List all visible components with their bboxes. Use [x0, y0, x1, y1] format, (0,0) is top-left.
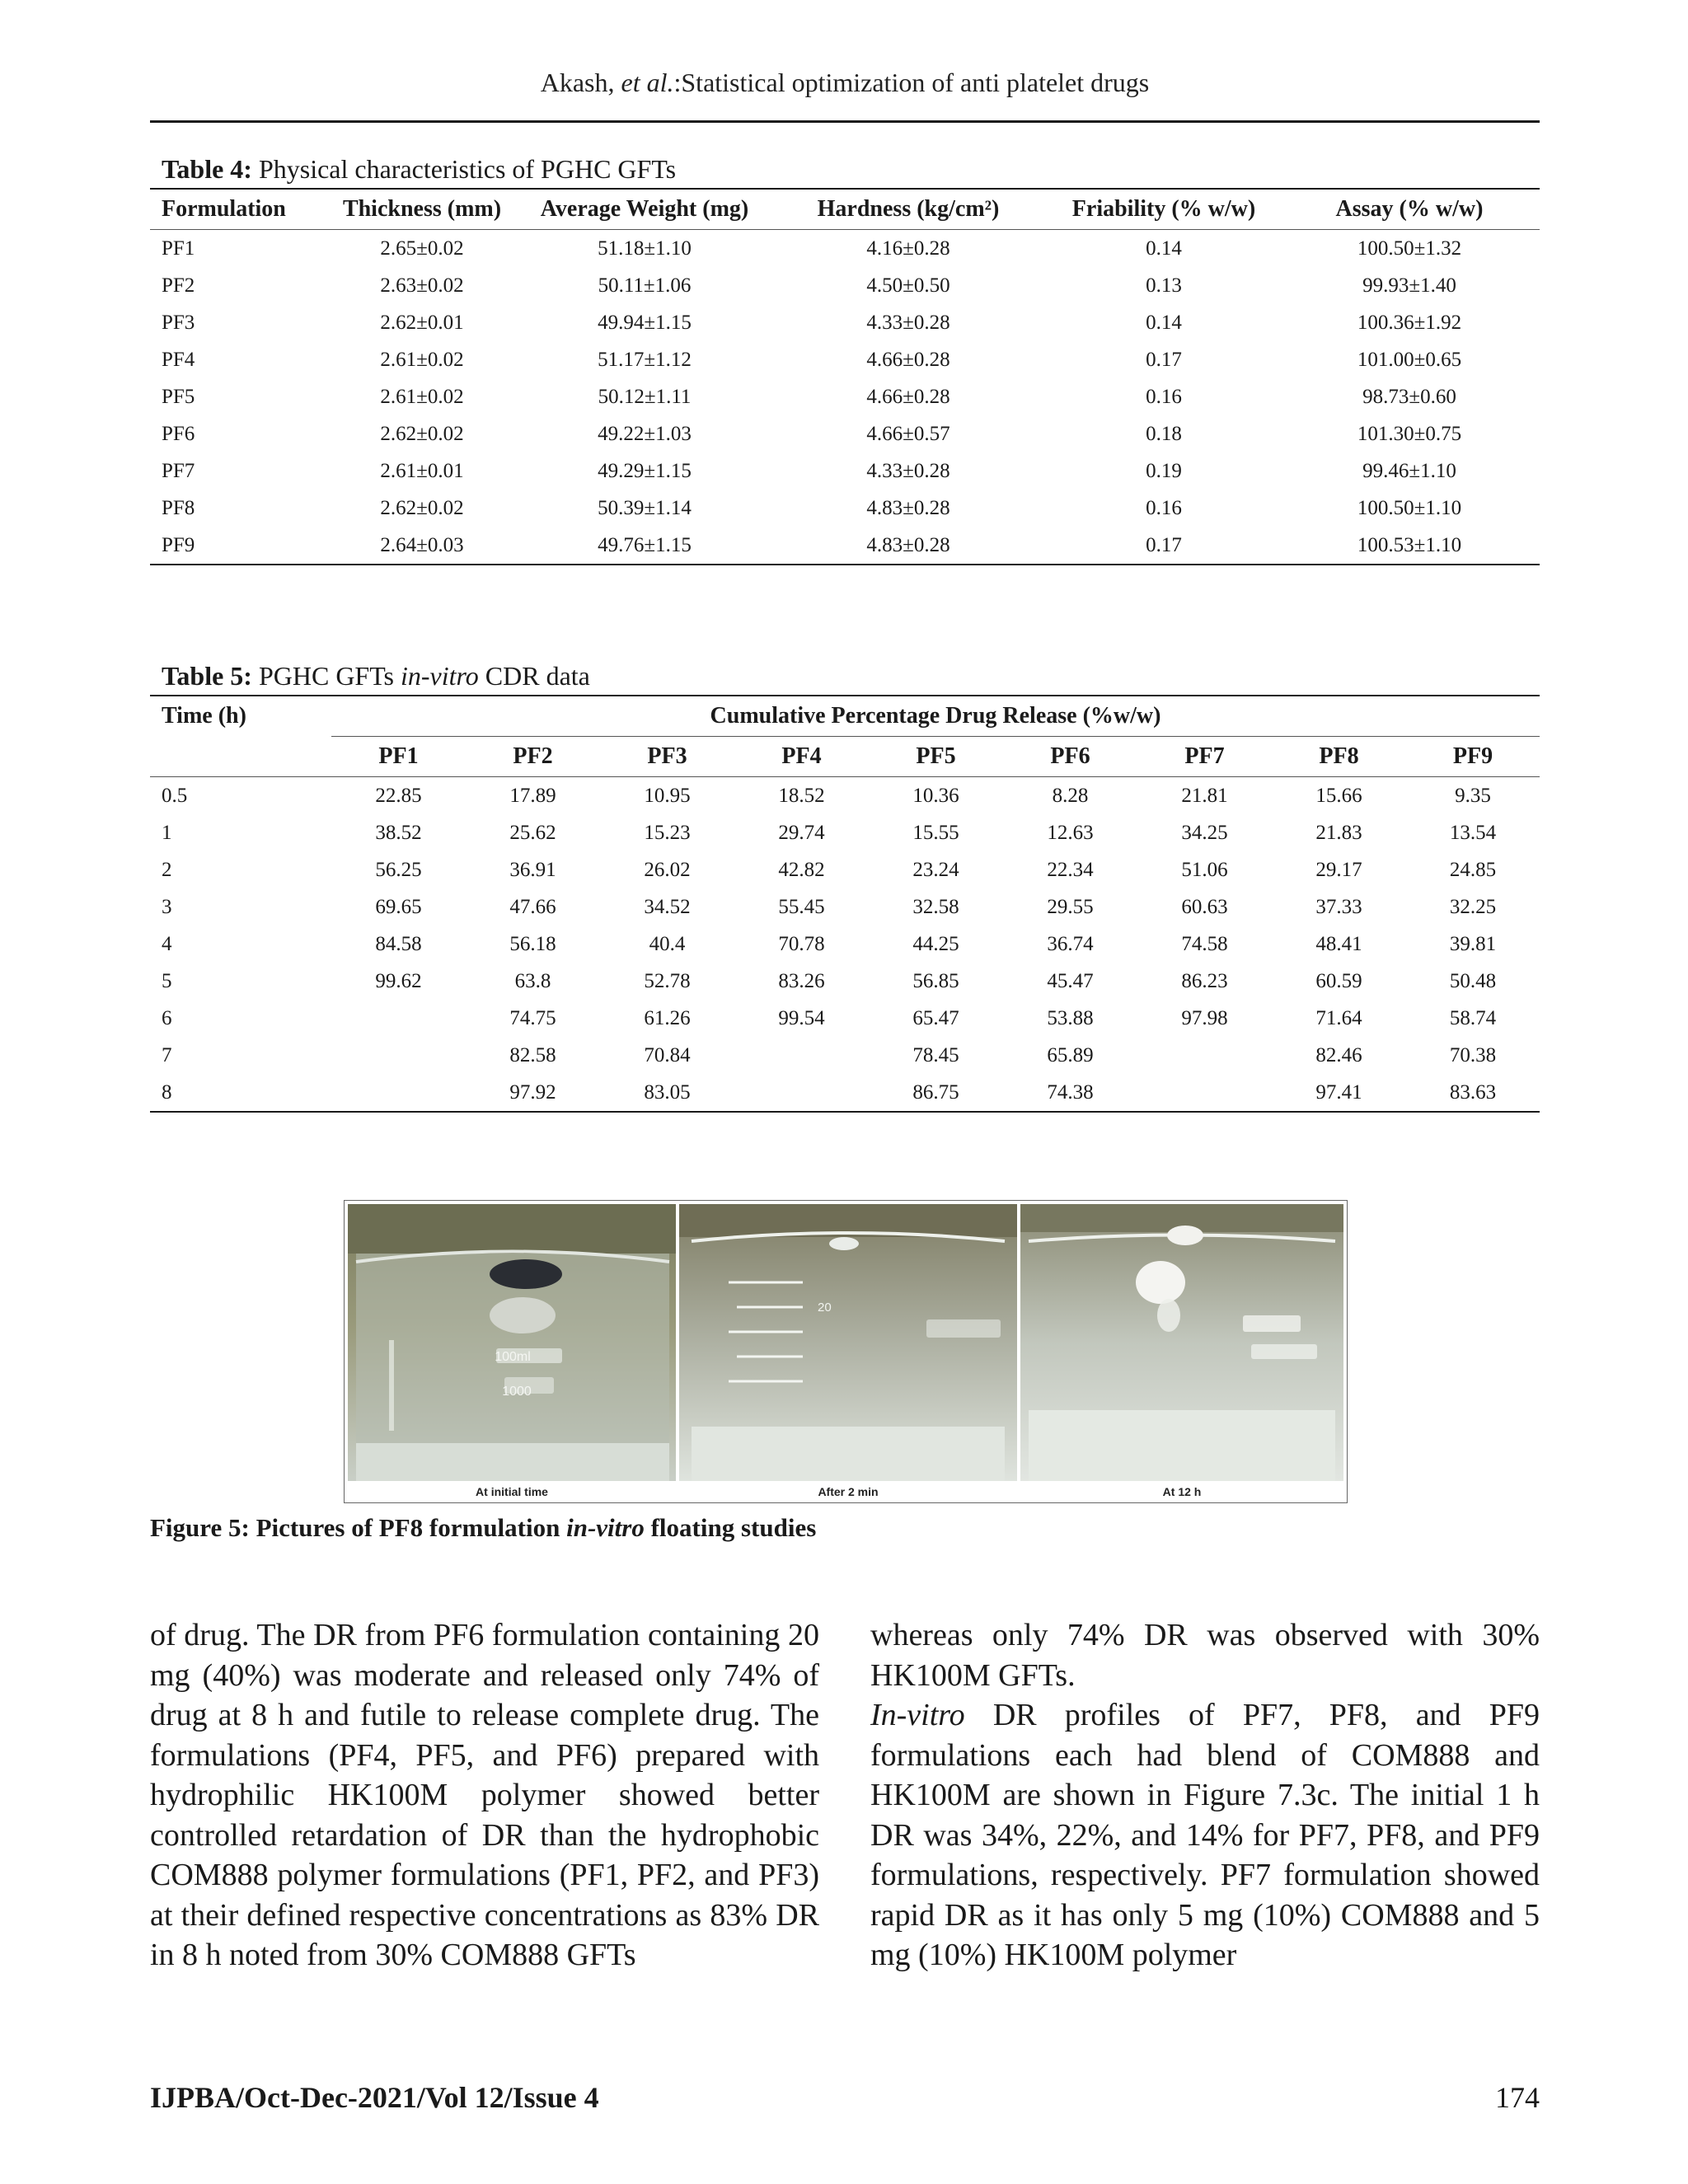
table-5-formulation-header: PF9 [1452, 743, 1493, 769]
table-cell: 86.75 [912, 1080, 959, 1104]
table-cell: 5 [162, 969, 172, 992]
table-cell: 0.17 [1146, 348, 1182, 371]
table-cell: 71.64 [1315, 1006, 1362, 1029]
page-number: 174 [1495, 2081, 1540, 2114]
figure-5-caption-text: Figure 5: Pictures of PF8 formulation [150, 1513, 567, 1542]
table-cell: 83.26 [778, 969, 825, 992]
header-title: :Statistical optimization of anti platelet drugs [673, 68, 1150, 97]
table-cell: 51.17±1.12 [598, 348, 692, 371]
table-cell: 50.12±1.11 [598, 385, 692, 408]
table-cell: 100.50±1.10 [1357, 496, 1462, 519]
table-5-formulation-header: PF4 [781, 743, 822, 769]
table-cell: 0.13 [1146, 274, 1182, 297]
table-cell: 32.25 [1449, 895, 1497, 918]
table-cell: 100.36±1.92 [1357, 311, 1462, 334]
table-cell [734, 1037, 869, 1074]
figure-5 [344, 1200, 1348, 1503]
table-cell: 51.06 [1181, 858, 1228, 881]
table-5-group-header: Cumulative Percentage Drug Release (%w/w) [331, 696, 1540, 737]
table-cell: 2.61±0.02 [380, 348, 464, 371]
table-cell: 4 [162, 932, 172, 955]
figure-5-caption [150, 1513, 816, 1543]
table-cell [331, 1037, 466, 1074]
table-cell: 51.18±1.10 [598, 237, 692, 260]
table-cell: 74.58 [1181, 932, 1228, 955]
table-cell: 6 [162, 1006, 172, 1029]
body-column-left [150, 1615, 819, 1975]
table-5-grid [150, 695, 1540, 1113]
table-cell [1137, 1074, 1272, 1112]
table-cell: 42.82 [778, 858, 825, 881]
table-row [150, 963, 1540, 1000]
body-paragraph: whereas only 74% DR was observed with 30% HK100M GFTs. [870, 1618, 1540, 1693]
table-4-col-header: Assay (% w/w) [1335, 196, 1484, 222]
table-cell: 0.14 [1146, 237, 1182, 260]
table-cell: 29.74 [778, 821, 825, 844]
table-cell: 82.46 [1315, 1043, 1362, 1066]
table-cell: 82.58 [509, 1043, 556, 1066]
table-cell: 39.81 [1449, 932, 1497, 955]
table-cell: 34.52 [644, 895, 691, 918]
table-cell: 4.16±0.28 [866, 237, 950, 260]
beaker-mark-20: 20 [818, 1301, 832, 1315]
table-cell: 2.61±0.01 [380, 459, 464, 482]
table-cell: PF8 [162, 496, 195, 519]
table-cell: 78.45 [912, 1043, 959, 1066]
body-paragraph-text: DR profiles of PF7, PF8, and PF9 formulations each had blend of COM888 and HK100M are shown in Figure 7.3c. The initial 1 h DR was 34%, 22%, and 14% for PF7, PF8, and PF9 formulations, respectively. PF7 formulation showed rapid DR as it has only 5 mg (10%) COM888 and 5 mg (10%) HK100M polymer [870, 1698, 1540, 1972]
table-cell: 99.62 [375, 969, 422, 992]
table-row [150, 378, 1540, 415]
table-cell: 47.66 [509, 895, 556, 918]
table-cell: PF2 [162, 274, 195, 297]
table-cell: 49.29±1.15 [598, 459, 692, 482]
table-cell: 36.74 [1047, 932, 1094, 955]
photo-at-12-h [1020, 1204, 1343, 1481]
table-5-empty-header [150, 737, 331, 777]
header-rule [150, 120, 1540, 123]
table-5-title-italic: in-vitro [400, 661, 479, 691]
body-paragraph: of drug. The DR from PF6 formulation containing 20 mg (40%) was moderate and released only 74% of drug at 8 h and futile to release complete drug. The formulations (PF4, PF5, and PF6) prepared with hydrophilic HK100M polymer showed better controlled retardation of DR than the hydrophobic COM888 polymer formulations (PF1, PF2, and PF3) at their defined respective concentrations as 83% DR in 8 h noted from 30% COM888 GFTs [150, 1618, 819, 1972]
table-cell: PF4 [162, 348, 195, 371]
table-cell: 69.65 [375, 895, 422, 918]
table-4-col-header: Average Weight (mg) [540, 196, 749, 222]
table-cell: 56.85 [912, 969, 959, 992]
table-5-formulation-header: PF8 [1319, 743, 1359, 769]
table-row [150, 1074, 1540, 1112]
table-cell: 29.55 [1047, 895, 1094, 918]
table-cell: 15.23 [644, 821, 691, 844]
table-cell: 2.64±0.03 [380, 533, 464, 556]
table-cell: 0.5 [162, 784, 188, 807]
table-cell: 2.61±0.02 [380, 385, 464, 408]
table-cell: 98.73±0.60 [1362, 385, 1456, 408]
table-5-body [150, 777, 1540, 1113]
table-cell: 70.78 [778, 932, 825, 955]
table-cell: 101.30±0.75 [1357, 422, 1462, 445]
table-cell: 49.22±1.03 [598, 422, 692, 445]
table-cell: 0.18 [1146, 422, 1182, 445]
table-5-formulation-header: PF5 [916, 743, 956, 769]
table-cell: 2.63±0.02 [380, 274, 464, 297]
table-cell: 65.89 [1047, 1043, 1094, 1066]
table-5-formulation-row [150, 737, 1540, 777]
table-cell: 70.38 [1449, 1043, 1497, 1066]
table-row [150, 851, 1540, 888]
table-cell: 18.52 [778, 784, 825, 807]
table-cell: 100.53±1.10 [1357, 533, 1462, 556]
table-cell: 22.85 [375, 784, 422, 807]
table-cell: 17.89 [509, 784, 556, 807]
table-cell: 2.65±0.02 [380, 237, 464, 260]
table-row [150, 527, 1540, 565]
table-cell: 84.58 [375, 932, 422, 955]
table-cell [331, 1074, 466, 1112]
table-cell: 4.66±0.28 [866, 385, 950, 408]
beaker-photo-2 [679, 1204, 1017, 1481]
table-cell: PF1 [162, 237, 195, 260]
table-5-title: PGHC GFTs [251, 661, 401, 691]
table-cell: PF5 [162, 385, 195, 408]
table-cell: 36.91 [509, 858, 556, 881]
table-cell: 4.83±0.28 [866, 533, 950, 556]
table-cell: 99.46±1.10 [1362, 459, 1456, 482]
photo-initial-time [348, 1204, 676, 1481]
table-cell: PF6 [162, 422, 195, 445]
table-cell: 99.54 [778, 1006, 825, 1029]
table-cell: 2.62±0.02 [380, 496, 464, 519]
body-paragraph [870, 1695, 1540, 1975]
table-row [150, 888, 1540, 926]
panel-label-2-min: After 2 min [818, 1485, 879, 1498]
table-cell: 63.8 [514, 969, 551, 992]
panel-label-initial: At initial time [476, 1485, 548, 1498]
table-cell: 53.88 [1047, 1006, 1094, 1029]
table-cell: 4.66±0.28 [866, 348, 950, 371]
figure-5-caption-italic: in-vitro [566, 1513, 645, 1542]
table-cell: 4.83±0.28 [866, 496, 950, 519]
table-5-formulation-header: PF1 [378, 743, 419, 769]
table-cell: 83.05 [644, 1080, 691, 1104]
table-5-formulation-header: PF6 [1050, 743, 1090, 769]
table-cell: 83.63 [1449, 1080, 1497, 1104]
table-cell: 56.25 [375, 858, 422, 881]
table-row [150, 341, 1540, 378]
table-cell: 0.14 [1146, 311, 1182, 334]
body-column-right [870, 1615, 1540, 1975]
table-5-formulation-header: PF2 [513, 743, 553, 769]
table-cell [734, 1074, 869, 1112]
table-row [150, 452, 1540, 490]
table-row [150, 230, 1540, 268]
table-cell: 10.95 [644, 784, 691, 807]
table-cell: 0.19 [1146, 459, 1182, 482]
table-cell: 48.41 [1315, 932, 1362, 955]
table-cell: 8 [162, 1080, 172, 1104]
table-cell: 86.23 [1181, 969, 1228, 992]
table-cell: 9.35 [1455, 784, 1491, 807]
table-4-label: Table 4: [162, 154, 252, 184]
table-5 [150, 657, 1540, 1113]
table-4 [150, 150, 1540, 565]
table-4-header-row [150, 189, 1540, 230]
beaker-mark-scale: 1000 [502, 1385, 532, 1399]
table-cell: PF7 [162, 459, 195, 482]
table-row [150, 777, 1540, 815]
table-row [150, 926, 1540, 963]
table-cell: 101.00±0.65 [1357, 348, 1462, 371]
table-5-title-end: CDR data [478, 661, 590, 691]
table-row [150, 415, 1540, 452]
footer-journal: IJPBA/Oct-Dec-2021/Vol 12/Issue 4 [150, 2081, 599, 2114]
table-5-label: Table 5: [162, 661, 252, 691]
table-cell: 60.63 [1181, 895, 1228, 918]
table-5-caption [150, 657, 1540, 695]
body-italic: In-vitro [870, 1698, 965, 1732]
table-5-time-header: Time (h) [162, 703, 246, 729]
table-4-body [150, 230, 1540, 565]
table-4-col-header: Friability (% w/w) [1071, 196, 1256, 222]
table-4-col-header: Thickness (mm) [342, 196, 502, 222]
table-4-col-header: Hardness (kg/cm²) [817, 196, 1000, 222]
table-cell: 61.26 [644, 1006, 691, 1029]
table-cell: 70.84 [644, 1043, 691, 1066]
table-cell: 3 [162, 895, 172, 918]
table-cell: 50.11±1.06 [598, 274, 692, 297]
table-row [150, 267, 1540, 304]
table-cell: 45.47 [1047, 969, 1094, 992]
table-cell: 13.54 [1449, 821, 1497, 844]
table-cell: 50.48 [1449, 969, 1497, 992]
table-cell: 40.4 [649, 932, 686, 955]
table-row [150, 814, 1540, 851]
beaker-mark-volume: 100ml [495, 1350, 531, 1364]
table-cell: 65.47 [912, 1006, 959, 1029]
table-cell: 29.17 [1315, 858, 1362, 881]
table-cell: 4.66±0.57 [866, 422, 950, 445]
table-4-grid [150, 188, 1540, 565]
table-cell: 24.85 [1449, 858, 1497, 881]
table-cell: 21.83 [1315, 821, 1362, 844]
table-cell: 22.34 [1047, 858, 1094, 881]
photo-after-2-min [679, 1204, 1017, 1481]
table-cell: 37.33 [1315, 895, 1362, 918]
table-cell: 97.92 [509, 1080, 556, 1104]
table-cell: 97.98 [1181, 1006, 1228, 1029]
table-5-formulation-header: PF3 [647, 743, 687, 769]
table-cell: 2 [162, 858, 172, 881]
table-cell: 32.58 [912, 895, 959, 918]
table-4-caption [150, 150, 1540, 188]
table-cell: 25.62 [509, 821, 556, 844]
table-cell: 12.63 [1047, 821, 1094, 844]
table-cell: 4.50±0.50 [866, 274, 950, 297]
table-cell: 55.45 [778, 895, 825, 918]
beaker-photo-3 [1020, 1204, 1343, 1481]
table-4-col-header: Formulation [162, 196, 286, 222]
table-cell: 34.25 [1181, 821, 1228, 844]
table-cell: 2.62±0.01 [380, 311, 464, 334]
table-cell: 0.16 [1146, 496, 1182, 519]
table-row [150, 304, 1540, 341]
table-cell: 74.38 [1047, 1080, 1094, 1104]
table-cell: 8.28 [1052, 784, 1089, 807]
table-cell: 0.16 [1146, 385, 1182, 408]
table-cell: 4.33±0.28 [866, 311, 950, 334]
table-cell: 15.55 [912, 821, 959, 844]
table-cell: 10.36 [912, 784, 959, 807]
table-row [150, 1000, 1540, 1037]
beaker-photo-1 [348, 1204, 676, 1481]
table-cell: 21.81 [1181, 784, 1228, 807]
panel-label-12-h: At 12 h [1162, 1485, 1202, 1498]
table-cell: 74.75 [509, 1006, 556, 1029]
table-cell: 49.94±1.15 [598, 311, 692, 334]
table-cell: 100.50±1.32 [1357, 237, 1462, 260]
table-cell: 23.24 [912, 858, 959, 881]
table-cell: 50.39±1.14 [598, 496, 692, 519]
table-cell: 1 [162, 821, 172, 844]
table-cell [331, 1000, 466, 1037]
table-cell: 2.62±0.02 [380, 422, 464, 445]
header-authors: Akash, [540, 68, 615, 97]
table-5-group-row [150, 696, 1540, 737]
table-cell: 52.78 [644, 969, 691, 992]
table-cell: PF3 [162, 311, 195, 334]
table-cell: 7 [162, 1043, 172, 1066]
figure-5-caption-end: floating studies [644, 1513, 817, 1542]
running-header [150, 68, 1540, 98]
table-cell: 15.66 [1315, 784, 1362, 807]
table-cell: 0.17 [1146, 533, 1182, 556]
table-5-formulation-header: PF7 [1184, 743, 1225, 769]
table-cell: 97.41 [1315, 1080, 1362, 1104]
header-et-al: et al. [621, 68, 674, 97]
table-cell: 49.76±1.15 [598, 533, 692, 556]
table-cell: PF9 [162, 533, 195, 556]
table-cell: 26.02 [644, 858, 691, 881]
table-cell: 4.33±0.28 [866, 459, 950, 482]
table-cell: 60.59 [1315, 969, 1362, 992]
table-4-title: Physical characteristics of PGHC GFTs [251, 154, 677, 184]
table-cell: 44.25 [912, 932, 959, 955]
table-row [150, 1037, 1540, 1074]
table-cell: 58.74 [1449, 1006, 1497, 1029]
table-cell [1137, 1037, 1272, 1074]
table-cell: 99.93±1.40 [1362, 274, 1456, 297]
table-cell: 56.18 [509, 932, 556, 955]
table-cell: 38.52 [375, 821, 422, 844]
table-row [150, 490, 1540, 527]
